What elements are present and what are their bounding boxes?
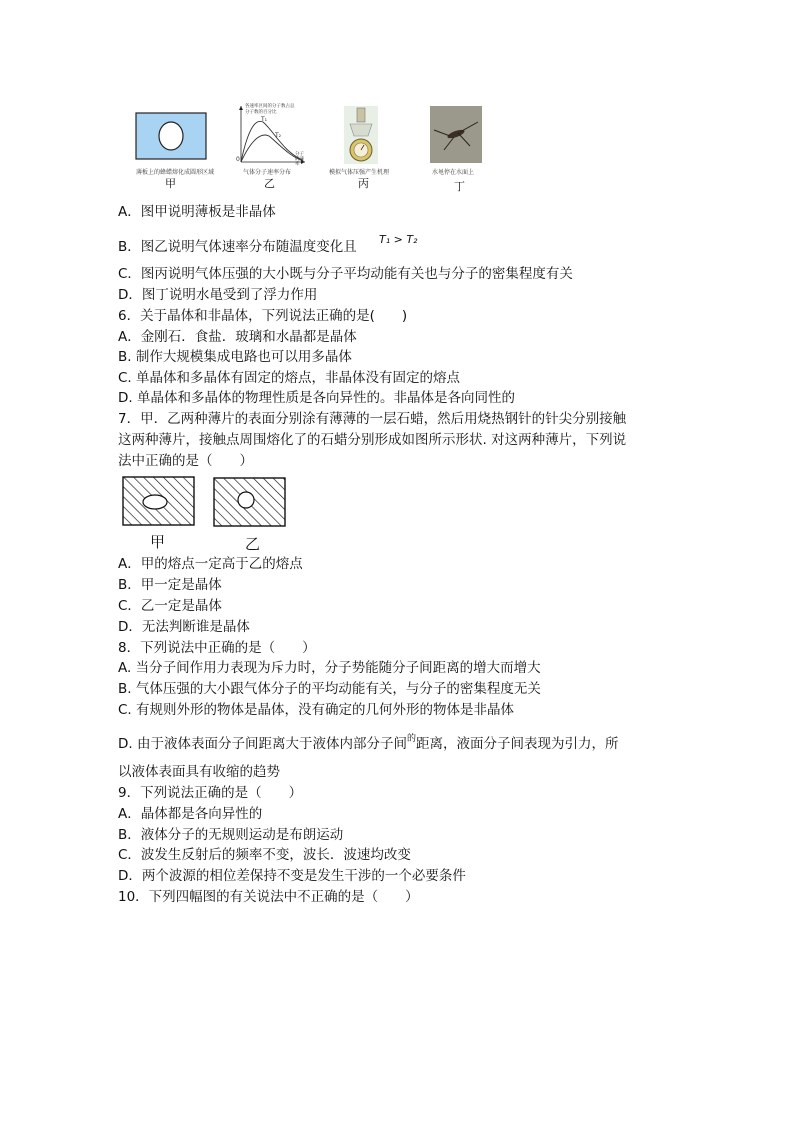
q9-option-d: D．两个波源的相位差保持不变是发生干涉的一个必要条件 bbox=[118, 868, 466, 884]
q5-formula: T₁ > T₂ bbox=[379, 233, 418, 246]
q7-figure-label-jia: 甲 bbox=[150, 533, 166, 551]
curve-t2-label: T₂ bbox=[275, 132, 282, 139]
q8-option-a: A. 当分子间作用力表现为斥力时，分子势能随分子间距离的增大而增大 bbox=[118, 660, 541, 676]
q5-option-c: C．图丙说明气体压强的大小既与分子平均动能有关也与分子的密集程度有关 bbox=[118, 266, 573, 282]
figure-jia bbox=[133, 110, 209, 162]
figure-ding-caption: 水黾停在水面上 bbox=[432, 169, 475, 176]
q9-option-a: A．晶体都是各向异性的 bbox=[118, 806, 263, 822]
figure-yi bbox=[235, 104, 307, 168]
wax-melt-shapes-diagram bbox=[118, 472, 298, 532]
q6-option-c: C. 单晶体和多晶体有固定的熔点，非晶体没有固定的熔点 bbox=[118, 370, 461, 386]
figure-bing bbox=[344, 106, 378, 164]
q7-figure bbox=[118, 472, 298, 532]
q8-stem: 8．下列说法中正确的是（ ） bbox=[118, 640, 316, 656]
q7-figure-label-yi: 乙 bbox=[245, 535, 261, 553]
water-strider-photo bbox=[430, 106, 482, 163]
graph-ylabel: 各速率区间的分子数占总分子数的百分比 bbox=[245, 104, 295, 115]
curve-t1-label: T₁ bbox=[261, 116, 268, 123]
figure-jia-label: 甲 bbox=[165, 177, 176, 190]
q7-option-a: A．甲的熔点一定高于乙的熔点 bbox=[118, 556, 303, 572]
q9-option-c: C．波发生反射后的频率不变，波长．波速均改变 bbox=[118, 847, 411, 863]
q7-option-b: B．甲一定是晶体 bbox=[118, 577, 222, 593]
q7-option-d: D．无法判断谁是晶体 bbox=[118, 619, 250, 635]
figure-bing-caption: 模拟气体压强产生机理 bbox=[329, 169, 390, 176]
figure-jia-caption: 薄板上的蜂蜡熔化成圆形区域 bbox=[136, 169, 215, 176]
graph-origin: 0 bbox=[236, 156, 240, 163]
graph-xlabel: 分子的速率 bbox=[295, 152, 304, 167]
q8-option-d-line2: 以液体表面具有收缩的趋势 bbox=[118, 764, 280, 780]
q7-stem-line2: 这两种薄片，接触点周围熔化了的石蜡分别形成如图所示形状. 对这两种薄片，下列说 bbox=[118, 432, 627, 448]
figure-ding bbox=[430, 106, 482, 163]
q8-option-d-part2: 距离，液面分子间表现为引力，所 bbox=[416, 736, 619, 752]
q6-stem: 6．关于晶体和非晶体，下列说法正确的是( ) bbox=[118, 308, 408, 324]
figure-yi-caption: 气体分子速率分布 bbox=[243, 169, 292, 176]
pressure-scale-photo bbox=[344, 106, 378, 164]
q8-option-c: C. 有规则外形的物体是晶体，没有确定的几何外形的物体是非晶体 bbox=[118, 702, 515, 718]
q8-option-b: B. 气体压强的大小跟气体分子的平均动能有关，与分子的密集程度无关 bbox=[118, 681, 541, 697]
figure-bing-label: 丙 bbox=[358, 177, 369, 190]
q7-stem-line3: 法中正确的是（ ） bbox=[118, 453, 253, 469]
figure-yi-label: 乙 bbox=[264, 177, 275, 190]
figure-ding-label: 丁 bbox=[454, 180, 465, 193]
q9-option-b: B．液体分子的无规则运动是布朗运动 bbox=[118, 827, 344, 843]
q9-stem: 9．下列说法正确的是（ ） bbox=[118, 785, 303, 801]
q8-option-d-line1 bbox=[118, 735, 619, 755]
q8-option-d-sup: 的 bbox=[406, 734, 416, 744]
q7-option-c: C．乙一定是晶体 bbox=[118, 598, 222, 614]
q6-option-b: B. 制作大规模集成电路也可以用多晶体 bbox=[118, 349, 352, 365]
q10-stem: 10．下列四幅图的有关说法中不正确的是（ ） bbox=[118, 889, 419, 905]
q5-option-b: B．图乙说明气体速率分布随温度变化且 bbox=[118, 239, 357, 255]
wax-plate-illustration bbox=[133, 110, 209, 162]
q8-option-d-part1: D. 由于液体表面分子间距离大于液体内部分子间 bbox=[118, 736, 407, 752]
q5-option-a: A．图甲说明薄板是非晶体 bbox=[118, 204, 276, 220]
q6-option-d: D. 单晶体和多晶体的物理性质是各向异性的。非晶体是各向同性的 bbox=[118, 390, 515, 406]
q5-option-d: D．图丁说明水黾受到了浮力作用 bbox=[118, 287, 318, 303]
q7-stem-line1: 7．甲．乙两种薄片的表面分别涂有薄薄的一层石蜡，然后用烧热钢针的针尖分别接触 bbox=[118, 411, 627, 427]
q6-option-a: A．金刚石．食盐．玻璃和水晶都是晶体 bbox=[118, 329, 357, 345]
